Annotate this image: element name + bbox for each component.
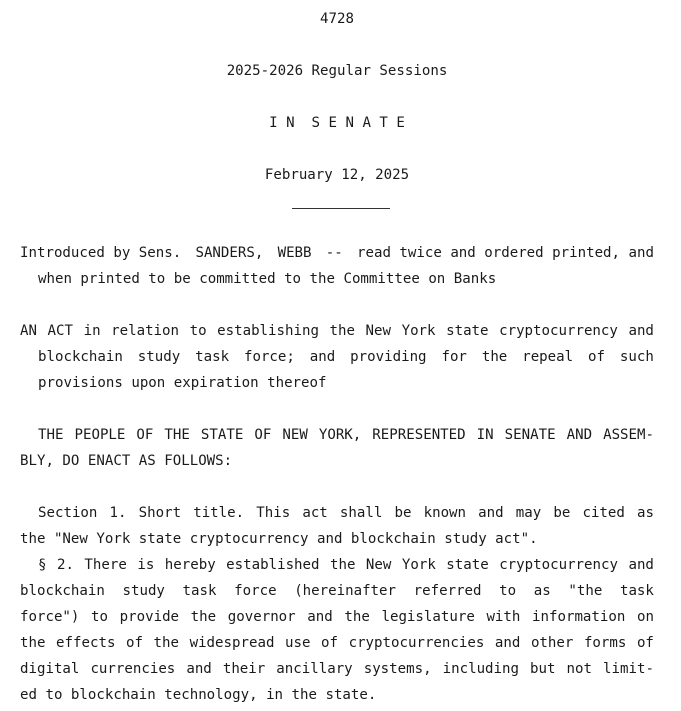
- section1-line-1: [38, 505, 654, 521]
- bill-number: 4728: [320, 11, 354, 27]
- word: of: [126, 635, 143, 651]
- word: but: [530, 661, 556, 677]
- word: REPRESENTED: [372, 427, 466, 443]
- word: effects: [56, 635, 116, 651]
- chamber-title: I N S E N A T E: [269, 115, 405, 131]
- word: be: [553, 505, 571, 521]
- word: study: [137, 349, 181, 365]
- word: Section: [38, 505, 98, 521]
- word: ancillary: [276, 661, 353, 677]
- word: information: [532, 609, 626, 625]
- section2-line-2: [20, 583, 654, 599]
- word: OF: [254, 427, 272, 443]
- word: governor: [227, 609, 296, 625]
- word: including: [442, 661, 519, 677]
- word: the: [329, 557, 356, 573]
- word: the: [481, 349, 508, 365]
- word: state: [446, 323, 489, 339]
- word: ACT: [47, 323, 74, 339]
- word: established: [226, 557, 320, 573]
- word: blockchain: [20, 583, 105, 599]
- word: and: [309, 349, 336, 365]
- word: state: [446, 557, 489, 573]
- word: provide: [119, 609, 180, 625]
- word: cryptocurrency: [499, 323, 618, 339]
- word: known: [423, 505, 467, 521]
- word: referred: [413, 583, 482, 599]
- intro-line-2: when printed to be committed to the Committee on Banks: [38, 271, 497, 287]
- word: the: [153, 635, 180, 651]
- word: is: [137, 557, 155, 573]
- word: "the: [568, 583, 603, 599]
- word: force"): [20, 609, 80, 625]
- word: shall: [339, 505, 383, 521]
- word: as: [637, 505, 654, 521]
- word: other: [530, 635, 574, 651]
- word: repeal: [522, 349, 574, 365]
- word: SENATE: [504, 427, 556, 443]
- section2-line-4: [20, 635, 654, 651]
- word: establishing: [217, 323, 319, 339]
- word: providing: [350, 349, 427, 365]
- word: systems,: [363, 661, 432, 677]
- word: There: [84, 557, 127, 573]
- word: such: [619, 349, 654, 365]
- word: PEOPLE: [74, 427, 126, 443]
- word: NEW: [282, 427, 308, 443]
- word: cited: [582, 505, 625, 521]
- word: legislature: [381, 609, 475, 625]
- session-title: 2025-2026 Regular Sessions: [226, 63, 448, 79]
- word: Short: [138, 505, 182, 521]
- enacting-line-1: [38, 427, 654, 443]
- word: 1.: [109, 505, 127, 521]
- word: the: [20, 635, 46, 651]
- act-title-line-1: [20, 323, 654, 339]
- word: limit-: [603, 661, 654, 677]
- word: blockchain: [38, 349, 123, 365]
- word: and: [628, 323, 654, 339]
- word: §: [38, 557, 47, 573]
- word: title.: [193, 505, 245, 521]
- word: use: [285, 635, 311, 651]
- word: in: [83, 323, 101, 339]
- word: read twice and ordered printed, and: [356, 245, 654, 261]
- word: New: [365, 557, 392, 573]
- word: SANDERS,: [195, 245, 264, 261]
- word: THE: [164, 427, 190, 443]
- word: of: [321, 635, 339, 651]
- section2-line-5: [20, 661, 654, 677]
- bill-date: February 12, 2025: [264, 167, 410, 183]
- section2-line-6: ed to blockchain technology, in the state.: [20, 687, 377, 703]
- word: and: [494, 635, 521, 651]
- word: THE: [38, 427, 64, 443]
- word: cryptocurrencies: [348, 635, 485, 651]
- intro-line-1: [20, 245, 654, 261]
- act-title-line-3: provisions upon expiration thereof: [38, 375, 327, 391]
- word: York: [401, 323, 436, 339]
- word: the: [329, 323, 355, 339]
- word: may: [515, 505, 542, 521]
- word: be: [394, 505, 412, 521]
- word: force: [234, 583, 277, 599]
- word: to: [91, 609, 109, 625]
- word: Introduced by Sens.: [20, 245, 182, 261]
- word: OF: [136, 427, 154, 443]
- word: STATE: [200, 427, 244, 443]
- word: This: [256, 505, 291, 521]
- word: to: [189, 323, 207, 339]
- word: 2.: [56, 557, 74, 573]
- word: and: [478, 505, 504, 521]
- word: YORK,: [318, 427, 362, 443]
- word: to: [499, 583, 517, 599]
- section2-line-3: [20, 609, 654, 625]
- word: ASSEM-: [603, 427, 654, 443]
- word: hereby: [164, 557, 216, 573]
- word: with: [486, 609, 521, 625]
- word: WEBB: [277, 245, 312, 261]
- word: currencies: [90, 661, 176, 677]
- section2-line-1: [38, 557, 654, 573]
- word: act: [302, 505, 328, 521]
- word: not: [566, 661, 592, 677]
- word: of: [636, 635, 654, 651]
- word: on: [636, 609, 654, 625]
- word: relation: [111, 323, 180, 339]
- word: as: [533, 583, 551, 599]
- word: and: [307, 609, 333, 625]
- word: their: [222, 661, 266, 677]
- word: AND: [566, 427, 593, 443]
- word: task: [195, 349, 230, 365]
- word: the: [190, 609, 217, 625]
- word: New: [365, 323, 392, 339]
- word: (hereinafter: [294, 583, 397, 599]
- word: and: [628, 557, 654, 573]
- word: --: [325, 245, 343, 261]
- word: the: [344, 609, 370, 625]
- word: task: [619, 583, 654, 599]
- word: task: [182, 583, 217, 599]
- act-title-line-2: [38, 349, 654, 365]
- word: study: [122, 583, 165, 599]
- header-divider: [292, 208, 390, 209]
- word: of: [588, 349, 606, 365]
- word: IN: [476, 427, 494, 443]
- word: AN: [20, 323, 37, 339]
- word: forms: [583, 635, 627, 651]
- word: cryptocurrency: [499, 557, 618, 573]
- enacting-line-2: BLY, DO ENACT AS FOLLOWS:: [20, 453, 233, 469]
- section1-line-2: the "New York state cryptocurrency and blockchain study act".: [20, 531, 538, 547]
- word: digital: [20, 661, 80, 677]
- word: for: [441, 349, 467, 365]
- word: widespread: [189, 635, 275, 651]
- word: York: [401, 557, 436, 573]
- word: and: [186, 661, 212, 677]
- word: force;: [243, 349, 295, 365]
